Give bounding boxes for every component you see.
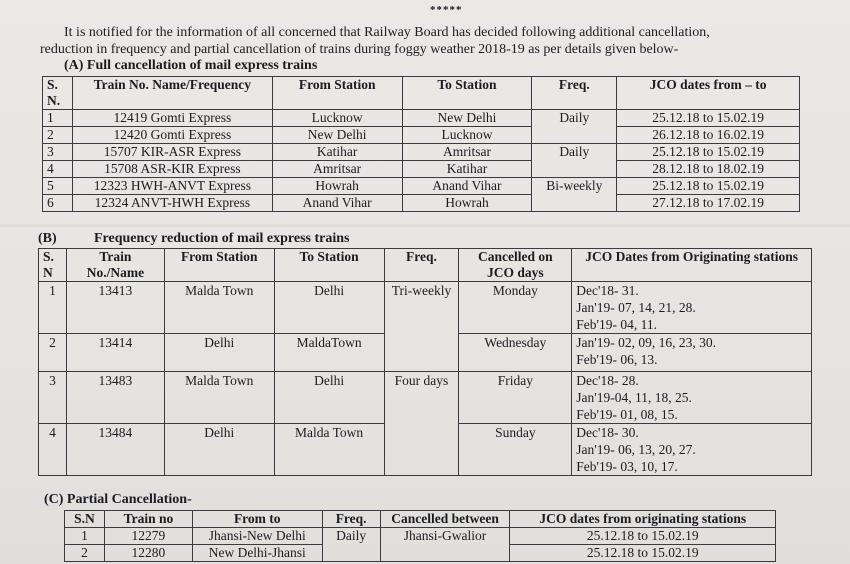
cell-freq: Daily bbox=[532, 110, 617, 144]
cell-dates bbox=[572, 282, 812, 334]
cell-train: 15707 KIR-ASR Express bbox=[72, 144, 272, 161]
col-train: Train No./Name bbox=[66, 249, 164, 282]
col-fromto: From to bbox=[192, 511, 322, 528]
section-b-title: Frequency reduction of mail express trains bbox=[94, 231, 350, 246]
col-to: To Station bbox=[274, 249, 384, 282]
cell-sn: 3 bbox=[43, 144, 73, 161]
cell-train: 12280 bbox=[104, 545, 192, 562]
cell-to: Katihar bbox=[402, 161, 532, 178]
table-header-row bbox=[65, 511, 776, 528]
cell-day: Wednesday bbox=[459, 334, 572, 372]
cell-to: Howrah bbox=[402, 195, 532, 212]
table-row bbox=[39, 372, 812, 424]
cell-sn: 1 bbox=[39, 282, 67, 334]
cell-to: Delhi bbox=[274, 282, 384, 334]
cell-dates bbox=[572, 372, 812, 424]
cell-train: 13483 bbox=[66, 372, 164, 424]
section-c-title: (C) Partial Cancellation- bbox=[44, 492, 192, 507]
date-line: Feb'19- 04, 11. bbox=[576, 317, 657, 332]
cell-to: Lucknow bbox=[402, 127, 532, 144]
cell-train: 12324 ANVT-HWH Express bbox=[72, 195, 272, 212]
date-line: Dec'18- 31. bbox=[576, 283, 639, 298]
col-between: Cancelled between bbox=[380, 511, 510, 528]
cell-fromto: Jhansi-New Delhi bbox=[192, 528, 322, 545]
cell-train: 15708 ASR-KIR Express bbox=[72, 161, 272, 178]
table-row bbox=[65, 528, 776, 545]
cell-from: Malda Town bbox=[164, 282, 274, 334]
cell-sn: 4 bbox=[39, 424, 67, 476]
col-jco: JCO dates from – to bbox=[617, 77, 800, 110]
col-cancelled: Cancelled on JCO days bbox=[459, 249, 572, 282]
table-row bbox=[43, 161, 800, 178]
cell-train: 12419 Gomti Express bbox=[72, 110, 272, 127]
cell-from: Malda Town bbox=[164, 372, 274, 424]
cell-freq: Daily bbox=[532, 144, 617, 178]
intro-line-1: It is notified for the information of all concerned that Railway Board has decided following additional cancellation, bbox=[64, 25, 710, 40]
col-freq: Freq. bbox=[532, 77, 617, 110]
cell-from: Katihar bbox=[272, 144, 402, 161]
col-train: Train no bbox=[104, 511, 192, 528]
cell-sn: 1 bbox=[65, 528, 105, 545]
cell-freq: Bi-weekly bbox=[532, 178, 617, 212]
section-a-title: (A) Full cancellation of mail express trains bbox=[64, 58, 318, 73]
cell-train: 12323 HWH-ANVT Express bbox=[72, 178, 272, 195]
stars-marker: ***** bbox=[430, 4, 463, 16]
cell-train: 13484 bbox=[66, 424, 164, 476]
cell-freq: Four days bbox=[384, 372, 459, 476]
cell-fromto: New Delhi-Jhansi bbox=[192, 545, 322, 562]
cell-jco: 25.12.18 to 15.02.19 bbox=[510, 545, 776, 562]
cell-jco: 25.12.18 to 15.02.19 bbox=[617, 110, 800, 127]
table-row bbox=[43, 127, 800, 144]
cell-jco: 25.12.18 to 15.02.19 bbox=[510, 528, 776, 545]
cell-sn: 5 bbox=[43, 178, 73, 195]
cell-from: Delhi bbox=[164, 424, 274, 476]
col-train: Train No. Name/Frequency bbox=[72, 77, 272, 110]
table-row bbox=[43, 178, 800, 195]
cell-freq: Daily bbox=[322, 528, 380, 562]
cell-jco: 25.12.18 to 15.02.19 bbox=[617, 144, 800, 161]
cell-from: Delhi bbox=[164, 334, 274, 372]
cell-jco: 25.12.18 to 15.02.19 bbox=[617, 178, 800, 195]
cell-jco: 28.12.18 to 18.02.19 bbox=[617, 161, 800, 178]
cell-to: MaldaTown bbox=[274, 334, 384, 372]
cell-to: Anand Vihar bbox=[402, 178, 532, 195]
cell-freq: Tri-weekly bbox=[384, 282, 459, 372]
paper-fold bbox=[0, 224, 850, 227]
table-header-row bbox=[39, 249, 812, 282]
cell-train: 13413 bbox=[66, 282, 164, 334]
col-jco: JCO dates from originating stations bbox=[510, 511, 776, 528]
col-freq: Freq. bbox=[322, 511, 380, 528]
cell-train: 12279 bbox=[104, 528, 192, 545]
col-sn: S.N bbox=[65, 511, 105, 528]
cell-dates bbox=[572, 424, 812, 476]
cell-sn: 6 bbox=[43, 195, 73, 212]
col-freq: Freq. bbox=[384, 249, 459, 282]
cell-from: Amritsar bbox=[272, 161, 402, 178]
date-line: Feb'19- 01, 08, 15. bbox=[576, 407, 678, 422]
date-line: Jan'19- 02, 09, 16, 23, 30. bbox=[576, 335, 716, 350]
col-sn: S. N. bbox=[43, 77, 73, 110]
date-line: Dec'18- 30. bbox=[576, 425, 639, 440]
cell-day: Monday bbox=[459, 282, 572, 334]
date-line: Jan'19- 07, 14, 21, 28. bbox=[576, 300, 696, 315]
table-partial-cancellation bbox=[64, 510, 776, 562]
cell-day: Friday bbox=[459, 372, 572, 424]
section-b-label: (B) bbox=[38, 231, 57, 246]
table-row bbox=[43, 144, 800, 161]
intro-line-2: reduction in frequency and partial cancellation of trains during foggy weather 2018-19 as per details given below- bbox=[40, 42, 679, 57]
col-jco: JCO Dates from Originating stations bbox=[572, 249, 812, 282]
cell-jco: 27.12.18 to 17.02.19 bbox=[617, 195, 800, 212]
col-sn: S. N bbox=[39, 249, 67, 282]
table-header-row bbox=[43, 77, 800, 110]
cell-sn: 2 bbox=[39, 334, 67, 372]
cell-to: Malda Town bbox=[274, 424, 384, 476]
cell-sn: 1 bbox=[43, 110, 73, 127]
cell-from: New Delhi bbox=[272, 127, 402, 144]
date-line: Jan'19- 06, 13, 20, 27. bbox=[576, 442, 696, 457]
cell-from: Lucknow bbox=[272, 110, 402, 127]
col-from: From Station bbox=[272, 77, 402, 110]
date-line: Dec'18- 28. bbox=[576, 373, 639, 388]
cell-jco: 26.12.18 to 16.02.19 bbox=[617, 127, 800, 144]
cell-to: Delhi bbox=[274, 372, 384, 424]
cell-train: 12420 Gomti Express bbox=[72, 127, 272, 144]
cell-sn: 3 bbox=[39, 372, 67, 424]
cell-from: Howrah bbox=[272, 178, 402, 195]
table-frequency-reduction bbox=[38, 248, 812, 476]
col-from: From Station bbox=[164, 249, 274, 282]
date-line: Jan'19-04, 11, 18, 25. bbox=[576, 390, 692, 405]
date-line: Feb'19- 06, 13. bbox=[576, 352, 658, 367]
table-full-cancellation bbox=[42, 76, 800, 212]
cell-from: Anand Vihar bbox=[272, 195, 402, 212]
cell-to: Amritsar bbox=[402, 144, 532, 161]
table-row bbox=[43, 195, 800, 212]
intro-paragraph bbox=[40, 24, 830, 58]
cell-day: Sunday bbox=[459, 424, 572, 476]
col-to: To Station bbox=[402, 77, 532, 110]
table-row bbox=[39, 282, 812, 334]
cell-to: New Delhi bbox=[402, 110, 532, 127]
cell-sn: 4 bbox=[43, 161, 73, 178]
table-row bbox=[43, 110, 800, 127]
cell-dates bbox=[572, 334, 812, 372]
date-line: Feb'19- 03, 10, 17. bbox=[576, 459, 678, 474]
cell-train: 13414 bbox=[66, 334, 164, 372]
cell-sn: 2 bbox=[43, 127, 73, 144]
cell-between: Jhansi-Gwalior bbox=[380, 528, 510, 562]
cell-sn: 2 bbox=[65, 545, 105, 562]
